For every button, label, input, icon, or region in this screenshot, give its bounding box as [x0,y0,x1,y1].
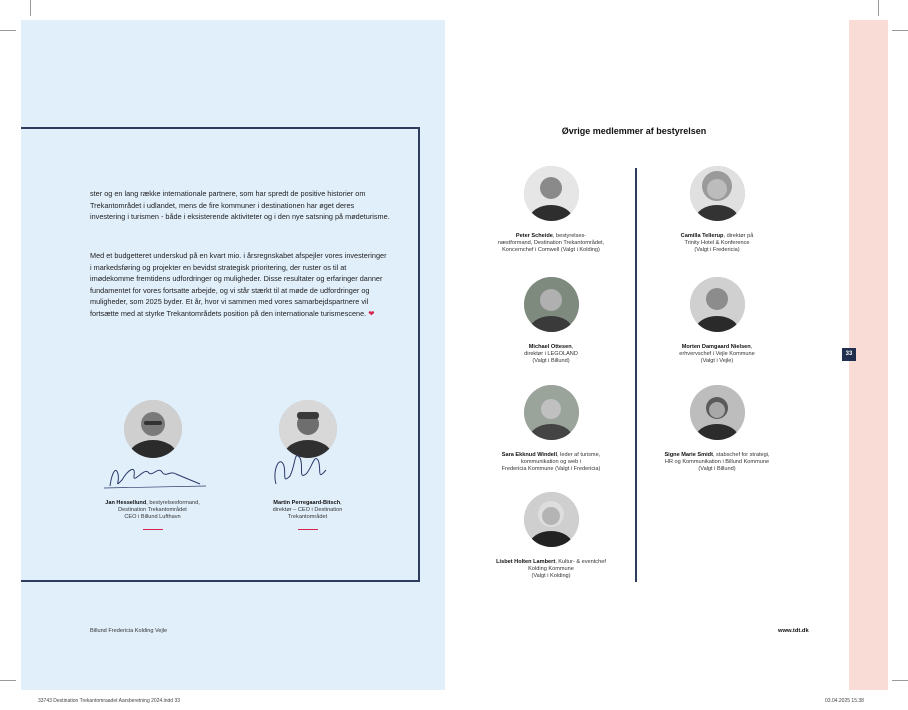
signatory-card [95,400,210,458]
signature-image [268,440,338,492]
crop-mark [0,680,16,681]
member-caption [642,233,792,254]
member-role: , leder af turisme, [557,452,601,458]
member-role: (Valgt i Vejle) [700,358,734,364]
member-role: erhvervschef i Vejle Kommune [679,351,755,357]
signatory-name: Jan Hessellund [105,500,147,506]
member-caption [476,559,626,580]
portrait-photo [690,166,745,221]
member-name: Camilla Tellerup [680,233,724,239]
print-slug-date: 03.04.2025 15.38 [825,698,864,704]
signatory-name: Martin Perregaard-Bitsch [273,500,341,506]
portrait-photo [524,277,579,332]
member-role: (Valgt i Kolding) [531,573,571,579]
member-name: Michael Ottesen [528,344,572,350]
board-member [476,277,626,365]
portrait-photo [524,492,579,547]
portrait-photo [124,400,182,458]
board-member [476,492,626,580]
signatory-role: Destination Trekantområdet [118,507,187,513]
portrait-photo [524,385,579,440]
member-role: direktør i LEGOLAND [524,351,578,357]
member-caption [642,344,792,365]
signatory-role: , bestyrelsesformand, [146,500,200,506]
footer-url: www.tdt.dk [778,628,809,634]
member-role: kommunikation og web i [520,459,581,465]
portrait-photo [690,385,745,440]
crop-mark [878,0,879,16]
member-role: , bestyrelses- [552,233,587,239]
member-name: Peter Scheide [515,233,553,239]
member-caption [476,344,626,365]
body-paragraph-2-text: Med et budgetteret underskud på en kvart mio. i årsregnskabet afspejler vores investeringer i markedsføring og projekter en bevidst strategisk prioritering, der ruster os til at imødekomme fremtidens udfordringer og muligheder. Disse resultater og erfaringer danner fundamentet for vores fortsatte arbejde, og vi står stærkt til at møde de udfordringer og muligheder, som 2025 byder. Et år, hvor vi sammen med vores samarbejdspartnere vil fortsætte med at styrke Trekantområdets position på den internationale turismescene. [90,251,387,318]
signatory-role: direktør – CEO i Destination [272,507,343,513]
accent-divider [298,529,318,530]
crop-mark [892,30,908,31]
signatory-caption [80,500,225,530]
print-slug-file: 33743 Destination Trekantomraadet Aarsberetning 2024.indd 33 [38,698,181,704]
board-member [642,166,792,254]
member-role: (Valgt i Fredericia) [694,247,740,253]
signatory-role: CEO i Billund Lufthavn [124,514,181,520]
accent-divider [143,529,163,530]
member-role: næstformand, Destination Trekantområdet, [497,240,605,246]
section-title: Øvrige medlemmer af bestyrelsen [561,126,707,136]
member-caption [642,452,792,473]
member-name: Morten Damgaard Nielsen [681,344,751,350]
crop-mark [892,680,908,681]
board-member [476,166,626,254]
page-number-badge: 33 [842,348,856,361]
crop-mark [0,30,16,31]
crop-mark [30,0,31,16]
member-role: , stabschef for strategi, [712,452,770,458]
heart-icon: ❤ [368,308,375,318]
member-role: (Valgt i Billund) [698,466,736,472]
member-caption [476,452,626,473]
footer-cities: Billund Fredericia Kolding Vejle [90,628,168,634]
member-caption [476,233,626,254]
portrait-photo [690,277,745,332]
portrait-photo [524,166,579,221]
board-member [642,277,792,365]
board-member [476,385,626,473]
member-name: Sara Ekknud Windell [501,452,558,458]
member-role: (Valgt i Billund) [532,358,570,364]
member-role: , Kultur- & eventchef [555,559,606,565]
signature-image [100,458,210,492]
member-role: HR og Kommunikation i Billund Kommune [664,459,770,465]
member-role: Koncernchef i Comwell (Valgt i Kolding) [502,247,600,253]
signatory-role: , [340,500,342,506]
member-role: , direktør på [723,233,754,239]
member-role: Fredericia Kommune (Valgt i Fredericia) [501,466,601,472]
member-name: Signe Marie Smidt [664,452,713,458]
body-paragraph-2 [90,250,390,319]
column-divider [635,168,637,582]
signatory-caption [235,500,380,530]
member-name: Lisbet Holten Lambert [496,559,556,565]
member-role: , [750,344,753,350]
member-role: Trinity Hotel & Konference [684,240,750,246]
member-role: , [571,344,574,350]
board-member [642,385,792,473]
member-role: Kolding Kommune [528,566,574,572]
body-paragraph-1: ster og en lang række internationale partnere, som har spredt de positive historier om Trekantområdet i udlandet, mens de fire kommuner i destinationen har øget deres investering i turismen - både i eksisterende aktiviteter og i den nye satsning på mødeturisme. [90,189,390,221]
signatory-role: Trekantområdet [287,514,328,520]
